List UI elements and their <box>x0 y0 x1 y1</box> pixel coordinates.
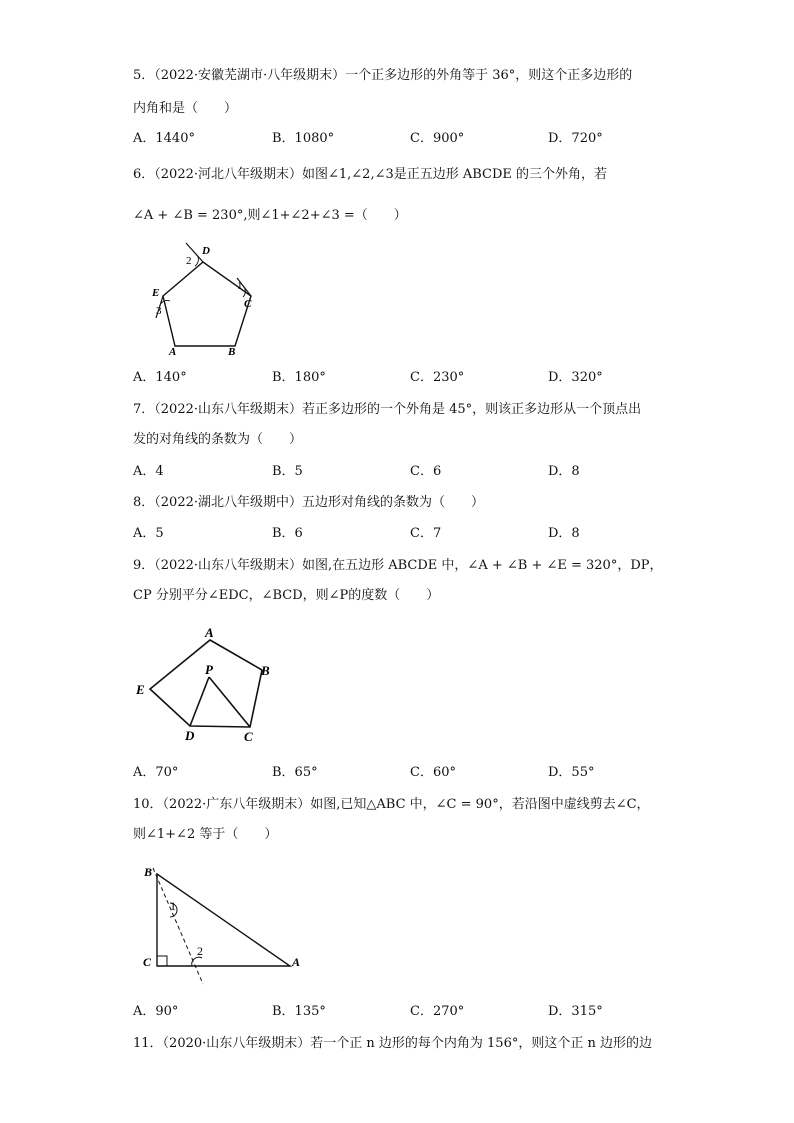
q9-label-a: A <box>205 625 214 640</box>
q7-option-d[interactable]: D．8 <box>548 464 580 479</box>
q6-option-c[interactable]: C．230° <box>410 370 465 385</box>
q9-option-d[interactable]: D．55° <box>548 765 595 780</box>
q6-label-1: 1 <box>237 280 243 292</box>
q10-option-c[interactable]: C．270° <box>410 1004 465 1019</box>
q6-options <box>133 369 693 387</box>
q5-option-d[interactable]: D．720° <box>548 131 603 146</box>
q10-right-angle-mark <box>157 956 167 966</box>
q7-stem-line2: 发的对角线的条数为（ ） <box>133 432 303 447</box>
q10-label-a: A <box>292 955 301 969</box>
q8-option-a[interactable]: A．5 <box>133 526 164 541</box>
q5-option-b[interactable]: B．1080° <box>272 131 335 146</box>
q10-stem-line2: 则∠1+∠2 等于（ ） <box>133 827 278 842</box>
q9-options <box>133 764 693 782</box>
q7-option-c[interactable]: C．6 <box>410 464 442 479</box>
q5-stem-line2: 内角和是（ ） <box>133 101 238 116</box>
q9-label-e: E <box>136 682 145 697</box>
q6-pentagon-figure <box>140 240 270 360</box>
q6-label-3: 3 <box>156 305 162 317</box>
q6-option-b[interactable]: B．180° <box>272 370 326 385</box>
q10-label-2: 2 <box>197 944 203 958</box>
q6-label-e: E <box>152 287 160 299</box>
q10-label-c: C <box>143 955 152 969</box>
q6-option-a[interactable]: A．140° <box>133 370 187 385</box>
q10-label-b: B <box>144 865 153 879</box>
q5-stem-line1: 5．（2022·安徽芜湖市·八年级期末）一个正多边形的外角等于 36°，则这个正多边形的 <box>133 68 633 83</box>
q5-option-c[interactable]: C．900° <box>410 131 465 146</box>
q9-pentagon-figure <box>130 622 280 747</box>
q9-option-c[interactable]: C．60° <box>410 765 456 780</box>
q6-option-d[interactable]: D．320° <box>548 370 603 385</box>
q7-option-a[interactable]: A．4 <box>133 464 164 479</box>
q9-bisector-cp <box>209 677 250 727</box>
q6-label-b: B <box>228 346 236 358</box>
q8-option-d[interactable]: D．8 <box>548 526 580 541</box>
q6-label-c: C <box>244 298 252 310</box>
q9-label-c: C <box>244 729 253 744</box>
q6-label-d: D <box>202 245 210 257</box>
q9-stem-line2: CP 分别平分∠EDC，∠BCD，则∠P的度数（ ） <box>133 588 440 603</box>
q5-option-a[interactable]: A．1440° <box>133 131 195 146</box>
q6-stem-line2: ∠A + ∠B = 230°,则∠1+∠2+∠3 =（ ） <box>133 208 407 223</box>
q10-triangle-figure <box>140 860 310 990</box>
q9-option-a[interactable]: A．70° <box>133 765 179 780</box>
q7-option-b[interactable]: B．5 <box>272 464 303 479</box>
q6-label-2: 2 <box>186 255 192 267</box>
q7-options <box>133 463 693 481</box>
q7-stem-line1: 7．（2022·山东八年级期末）若正多边形的一个外角是 45°，则该正多边形从一个顶点出 <box>133 402 642 417</box>
q9-bisector-dp <box>190 677 209 726</box>
q6-label-a: A <box>169 346 177 358</box>
q8-option-c[interactable]: C．7 <box>410 526 442 541</box>
q10-triangle <box>157 874 290 966</box>
q6-arc-2 <box>195 255 198 266</box>
q5-options <box>133 130 693 148</box>
q10-option-d[interactable]: D．315° <box>548 1004 603 1019</box>
q6-stem-line1: 6．（2022·河北八年级期末）如图∠1,∠2,∠3是正五边形 ABCDE 的三个外角，若 <box>133 167 608 182</box>
q10-option-b[interactable]: B．135° <box>272 1004 326 1019</box>
q8-options <box>133 525 693 543</box>
q9-label-d: D <box>185 728 195 743</box>
q10-stem-line1: 10．（2022·广东八年级期末）如图,已知△ABC 中，∠C = 90°，若沿图中虚线剪去∠C， <box>133 797 650 812</box>
q8-option-b[interactable]: B．6 <box>272 526 303 541</box>
q9-label-p: P <box>205 662 213 677</box>
q11-stem-line1: 11．（2020·山东八年级期末）若一个正 n 边形的每个内角为 156°，则这个正 n 边形的边 <box>133 1036 652 1051</box>
q9-label-b: B <box>261 663 270 678</box>
q9-option-b[interactable]: B．65° <box>272 765 318 780</box>
q10-options <box>133 1003 693 1021</box>
q8-stem-line1: 8．（2022·湖北八年级期中）五边形对角线的条数为（ ） <box>133 495 484 510</box>
q10-option-a[interactable]: A．90° <box>133 1004 179 1019</box>
q9-stem-line1: 9．（2022·山东八年级期末）如图,在五边形 ABCDE 中，∠A + ∠B + ∠E = 320°，DP， <box>133 558 663 573</box>
q6-pentagon <box>163 262 251 346</box>
q10-label-1: 1 <box>170 899 176 913</box>
